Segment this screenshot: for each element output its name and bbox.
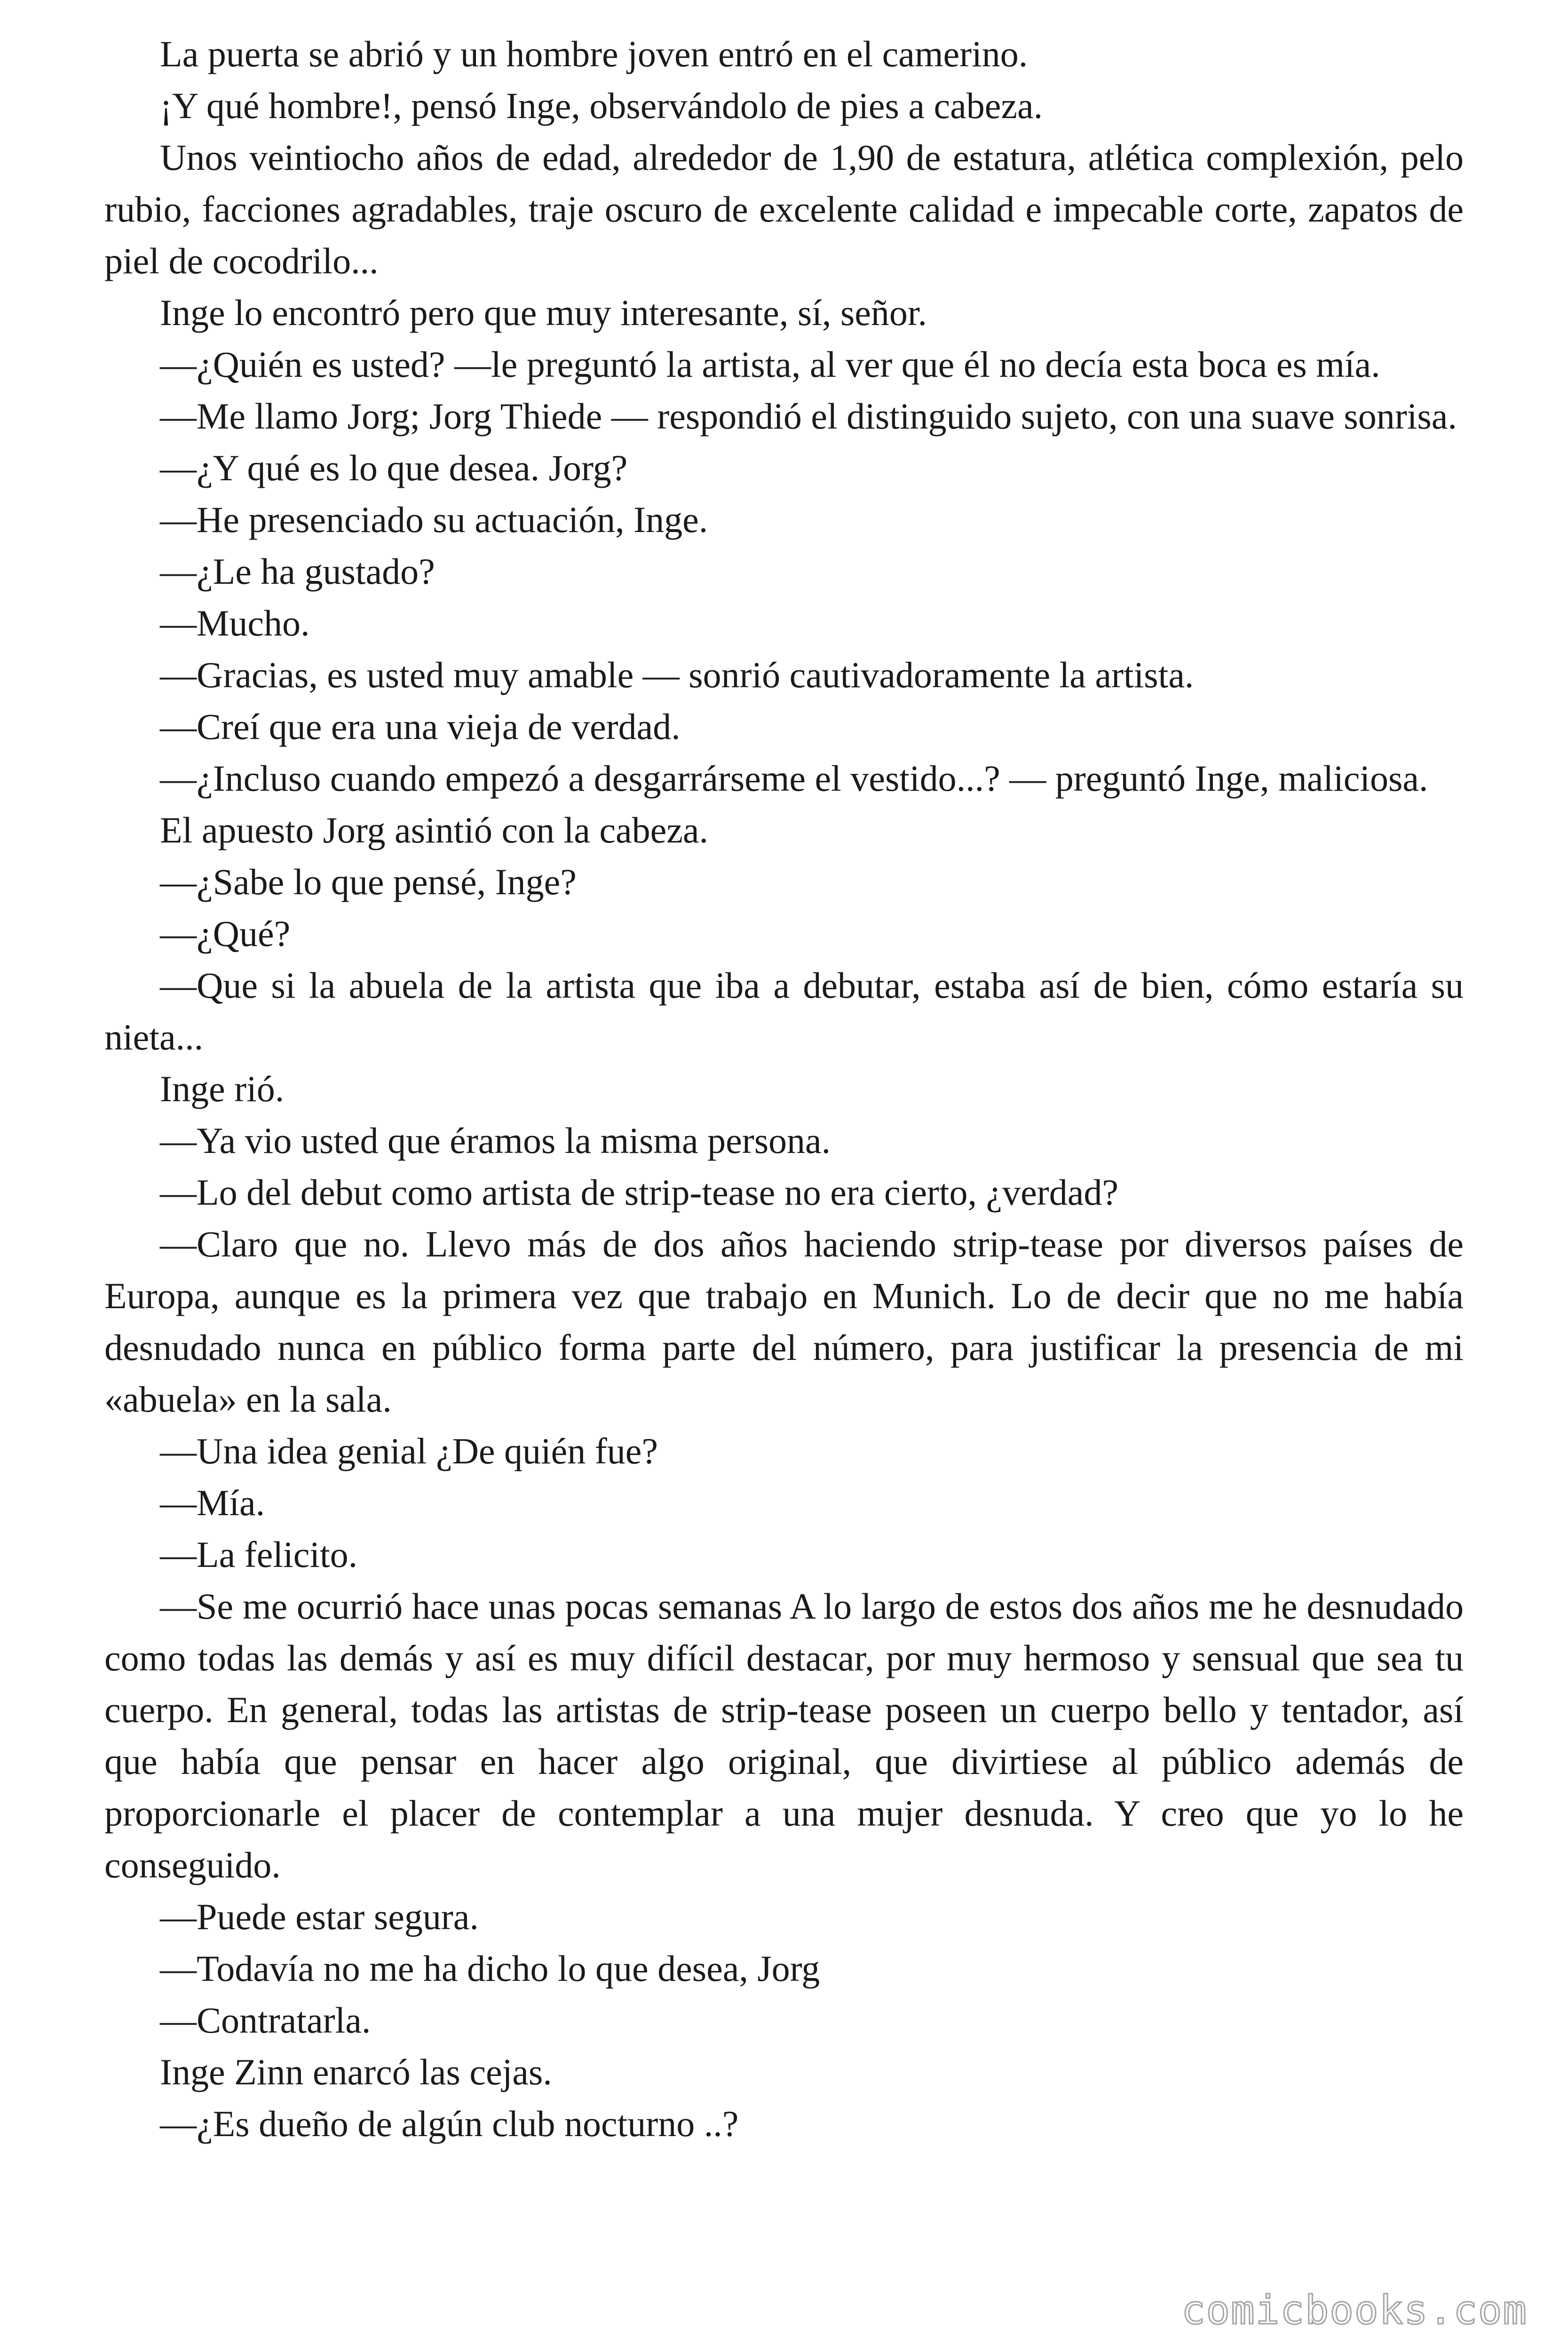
- paragraph: —¿Sabe lo que pensé, Inge?: [160, 861, 577, 902]
- paragraph: —He presenciado su actuación, Inge.: [160, 499, 708, 540]
- paragraph: —¿Le ha gustado?: [160, 551, 435, 592]
- paragraph: —Una idea genial ¿De quién fue?: [160, 1430, 658, 1471]
- paragraph: —Mía.: [160, 1482, 265, 1523]
- paragraph: —Contratarla.: [160, 2000, 371, 2041]
- page-text: [104, 28, 1464, 2150]
- paragraph: —¿Quién es usted? —le preguntó la artista, al ver que él no decía esta boca es mía.: [160, 344, 1380, 385]
- paragraph: Inge lo encontró pero que muy interesante, sí, señor.: [160, 292, 927, 333]
- paragraph: —Claro que no. Llevo más de dos años haciendo strip-tease por diversos países de Europa, aunque es la primera vez que trabajo en Munich. Lo de decir que no me había desnudado nunca en público forma parte del número, para justificar la presencia de mi «abuela» en la sala.: [104, 1224, 1464, 1420]
- paragraph: —Gracias, es usted muy amable — sonrió cautivadoramente la artista.: [160, 654, 1194, 695]
- paragraph: El apuesto Jorg asintió con la cabeza.: [160, 810, 709, 850]
- paragraph: —¿Qué?: [160, 913, 291, 954]
- paragraph: —¿Es dueño de algún club nocturno ..?: [160, 2103, 739, 2144]
- paragraph: Inge Zinn enarcó las cejas.: [160, 2051, 552, 2092]
- paragraph: La puerta se abrió y un hombre joven entró en el camerino.: [160, 33, 1028, 74]
- paragraph: —La felicito.: [160, 1534, 358, 1575]
- paragraph: —Me llamo Jorg; Jorg Thiede — respondió el distinguido sujeto, con una suave sonrisa.: [160, 396, 1457, 437]
- paragraph: Unos veintiocho años de edad, alrededor de 1,90 de estatura, atlética complexión, pelo rubio, facciones agradables, traje oscuro de excelente calidad e impecable corte, zapatos de piel de cocodrilo...: [104, 137, 1464, 281]
- paragraph: —Que si la abuela de la artista que iba a debutar, estaba así de bien, cómo estaría su nieta...: [104, 965, 1464, 1057]
- paragraph: —¿Y qué es lo que desea. Jorg?: [160, 447, 628, 488]
- paragraph: Inge rió.: [160, 1068, 285, 1109]
- paragraph: —Puede estar segura.: [160, 1896, 479, 1937]
- paragraph: —Ya vio usted que éramos la misma persona.: [160, 1120, 831, 1161]
- paragraph: ¡Y qué hombre!, pensó Inge, observándolo de pies a cabeza.: [160, 85, 1043, 126]
- paragraph: —Creí que era una vieja de verdad.: [160, 706, 681, 747]
- paragraph: —Se me ocurrió hace unas pocas semanas A lo largo de estos dos años me he desnudado como todas las demás y así es muy difícil destacar, por muy hermoso y sensual que sea tu cuerpo. En general, todas las artistas de strip-tease poseen un cuerpo bello y tentador, así que había que pensar en hacer algo original, que divirtiese al público además de proporcionarle el placer de contemplar a una mujer desnuda. Y creo que yo lo he conseguido.: [104, 1586, 1464, 1885]
- paragraph: —Todavía no me ha dicho lo que desea, Jorg: [160, 1948, 820, 1989]
- paragraph: —Mucho.: [160, 603, 310, 644]
- paragraph: —¿Incluso cuando empezó a desgarrárseme el vestido...? — preguntó Inge, maliciosa.: [160, 758, 1428, 799]
- site-watermark: comicbooks.com: [1181, 2287, 1528, 2333]
- paragraph: —Lo del debut como artista de strip-tease no era cierto, ¿verdad?: [160, 1172, 1118, 1213]
